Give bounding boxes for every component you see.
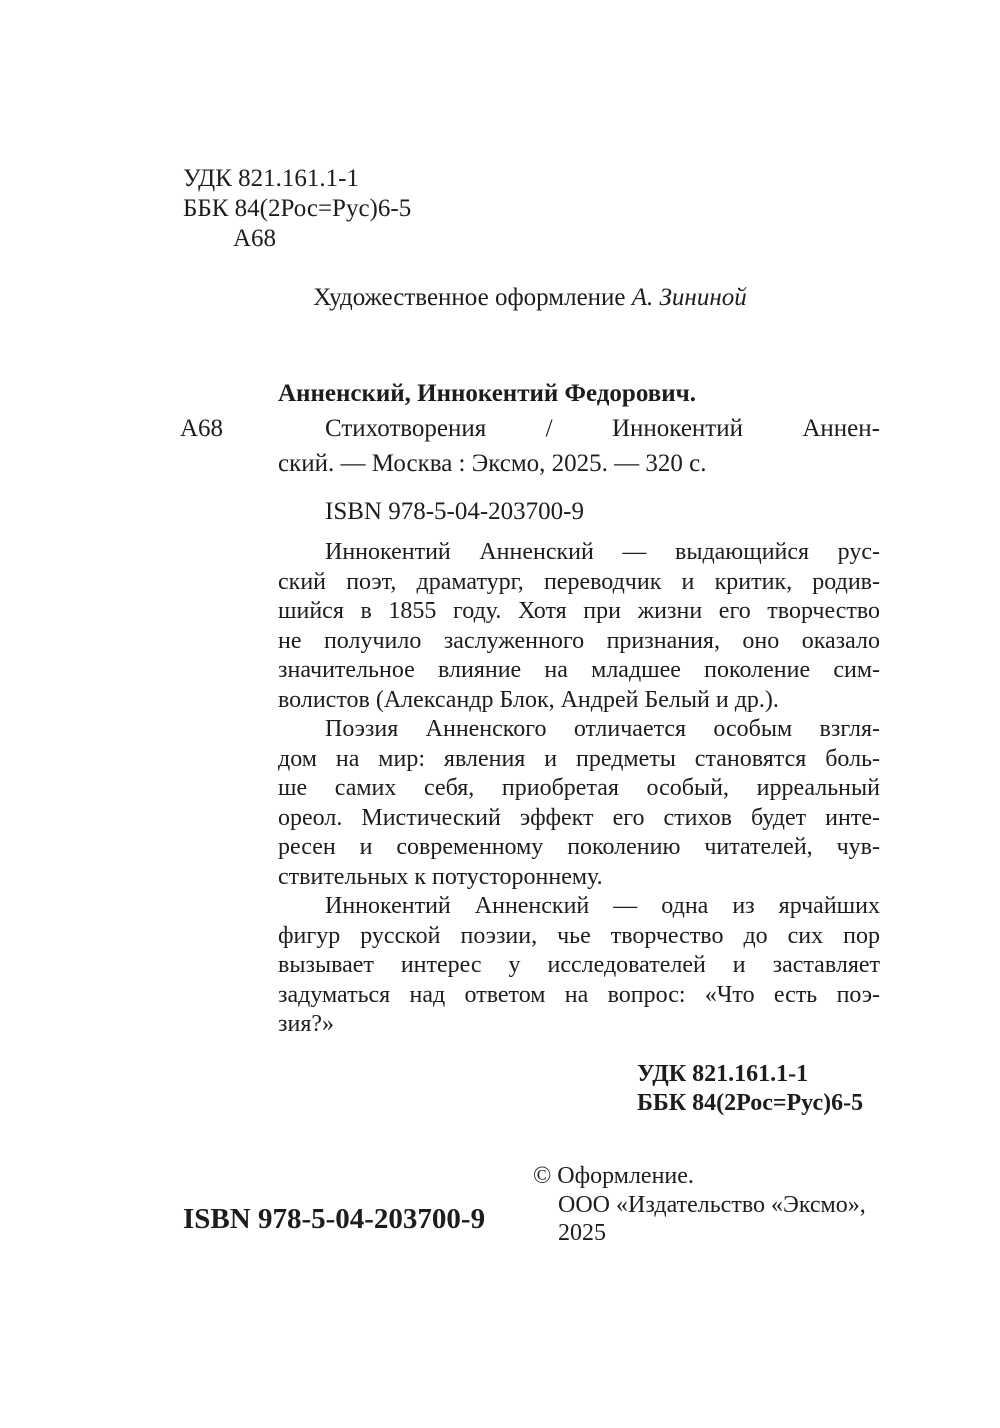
annotation-line: шийся в 1855 году. Хотя при жизни его творчество (278, 598, 880, 624)
design-credit-prefix: Художественное оформление (313, 284, 626, 311)
designer-name: А. Зининой (631, 284, 747, 311)
annotation-line: зия?» (278, 1011, 335, 1037)
annotation-line: Поэзия Анненского отличается особым взгля- (325, 716, 880, 742)
copyright-publisher-line: ООО «Издательство «Эксмо», (558, 1191, 866, 1218)
copyright-block (533, 1162, 866, 1248)
annotation-line: вызывает интерес у исследователей и заставляет (278, 952, 880, 978)
bbk-code: ББК 84(2Рос=Рус)6-5 (183, 195, 412, 222)
isbn-footer: ISBN 978-5-04-203700-9 (183, 1203, 486, 1235)
annotation-text (278, 538, 880, 1040)
annotation-line: фигур русской поэзии, чье творчество до сих пор (278, 922, 880, 949)
bbk-code-bottom: ББК 84(2Рос=Рус)6-5 (637, 1089, 864, 1116)
copyright-year: 2025 (558, 1220, 606, 1246)
udk-code: УДК 821.161.1-1 (183, 165, 359, 192)
annotation-line: Иннокентий Анненский — одна из ярчайших (325, 893, 880, 919)
annotation-line: ский поэт, драматург, переводчик и критик, родив- (278, 568, 880, 595)
annotation-line: дом на мир: явления и предметы становятся боль- (278, 745, 880, 772)
annotation-line: ресен и современному поколению читателей, чув- (278, 834, 880, 860)
annotation-line: волистов (Александр Блок, Андрей Белый и др.). (278, 686, 779, 713)
annotation-line: задуматься над ответом на вопрос: «Что есть поэ- (278, 981, 880, 1008)
design-credit-line (180, 284, 880, 312)
annotation-line: ше самих себя, приобретая особый, ирреальный (278, 775, 880, 801)
annotation-line: ствительных к потустороннему. (278, 863, 603, 890)
card-title-line: Стихотворения / Иннокентий Аннен- (325, 415, 880, 442)
card-margin-code: А68 (180, 415, 224, 442)
annotation-line: значительное влияние на младшее поколение сим- (278, 657, 880, 683)
author-sign-code: А68 (233, 225, 277, 252)
annotation-line: не получило заслуженного признания, оно оказало (278, 627, 880, 654)
card-author-heading: Анненский, Иннокентий Федорович. (278, 380, 696, 407)
card-imprint-line: ский. — Москва : Эксмо, 2025. — 320 с. (278, 450, 707, 477)
annotation-line: ореол. Мистический эффект его стихов будет инте- (278, 804, 880, 831)
annotation-line: Иннокентий Анненский — выдающийся рус- (325, 539, 880, 565)
udk-code-bottom: УДК 821.161.1-1 (637, 1061, 809, 1087)
card-isbn: ISBN 978-5-04-203700-9 (325, 498, 585, 525)
bottom-classification-codes (637, 1060, 863, 1117)
copyright-design-line: © Оформление. (533, 1163, 694, 1189)
catalog-card (180, 376, 880, 529)
top-classification-codes (183, 164, 411, 254)
